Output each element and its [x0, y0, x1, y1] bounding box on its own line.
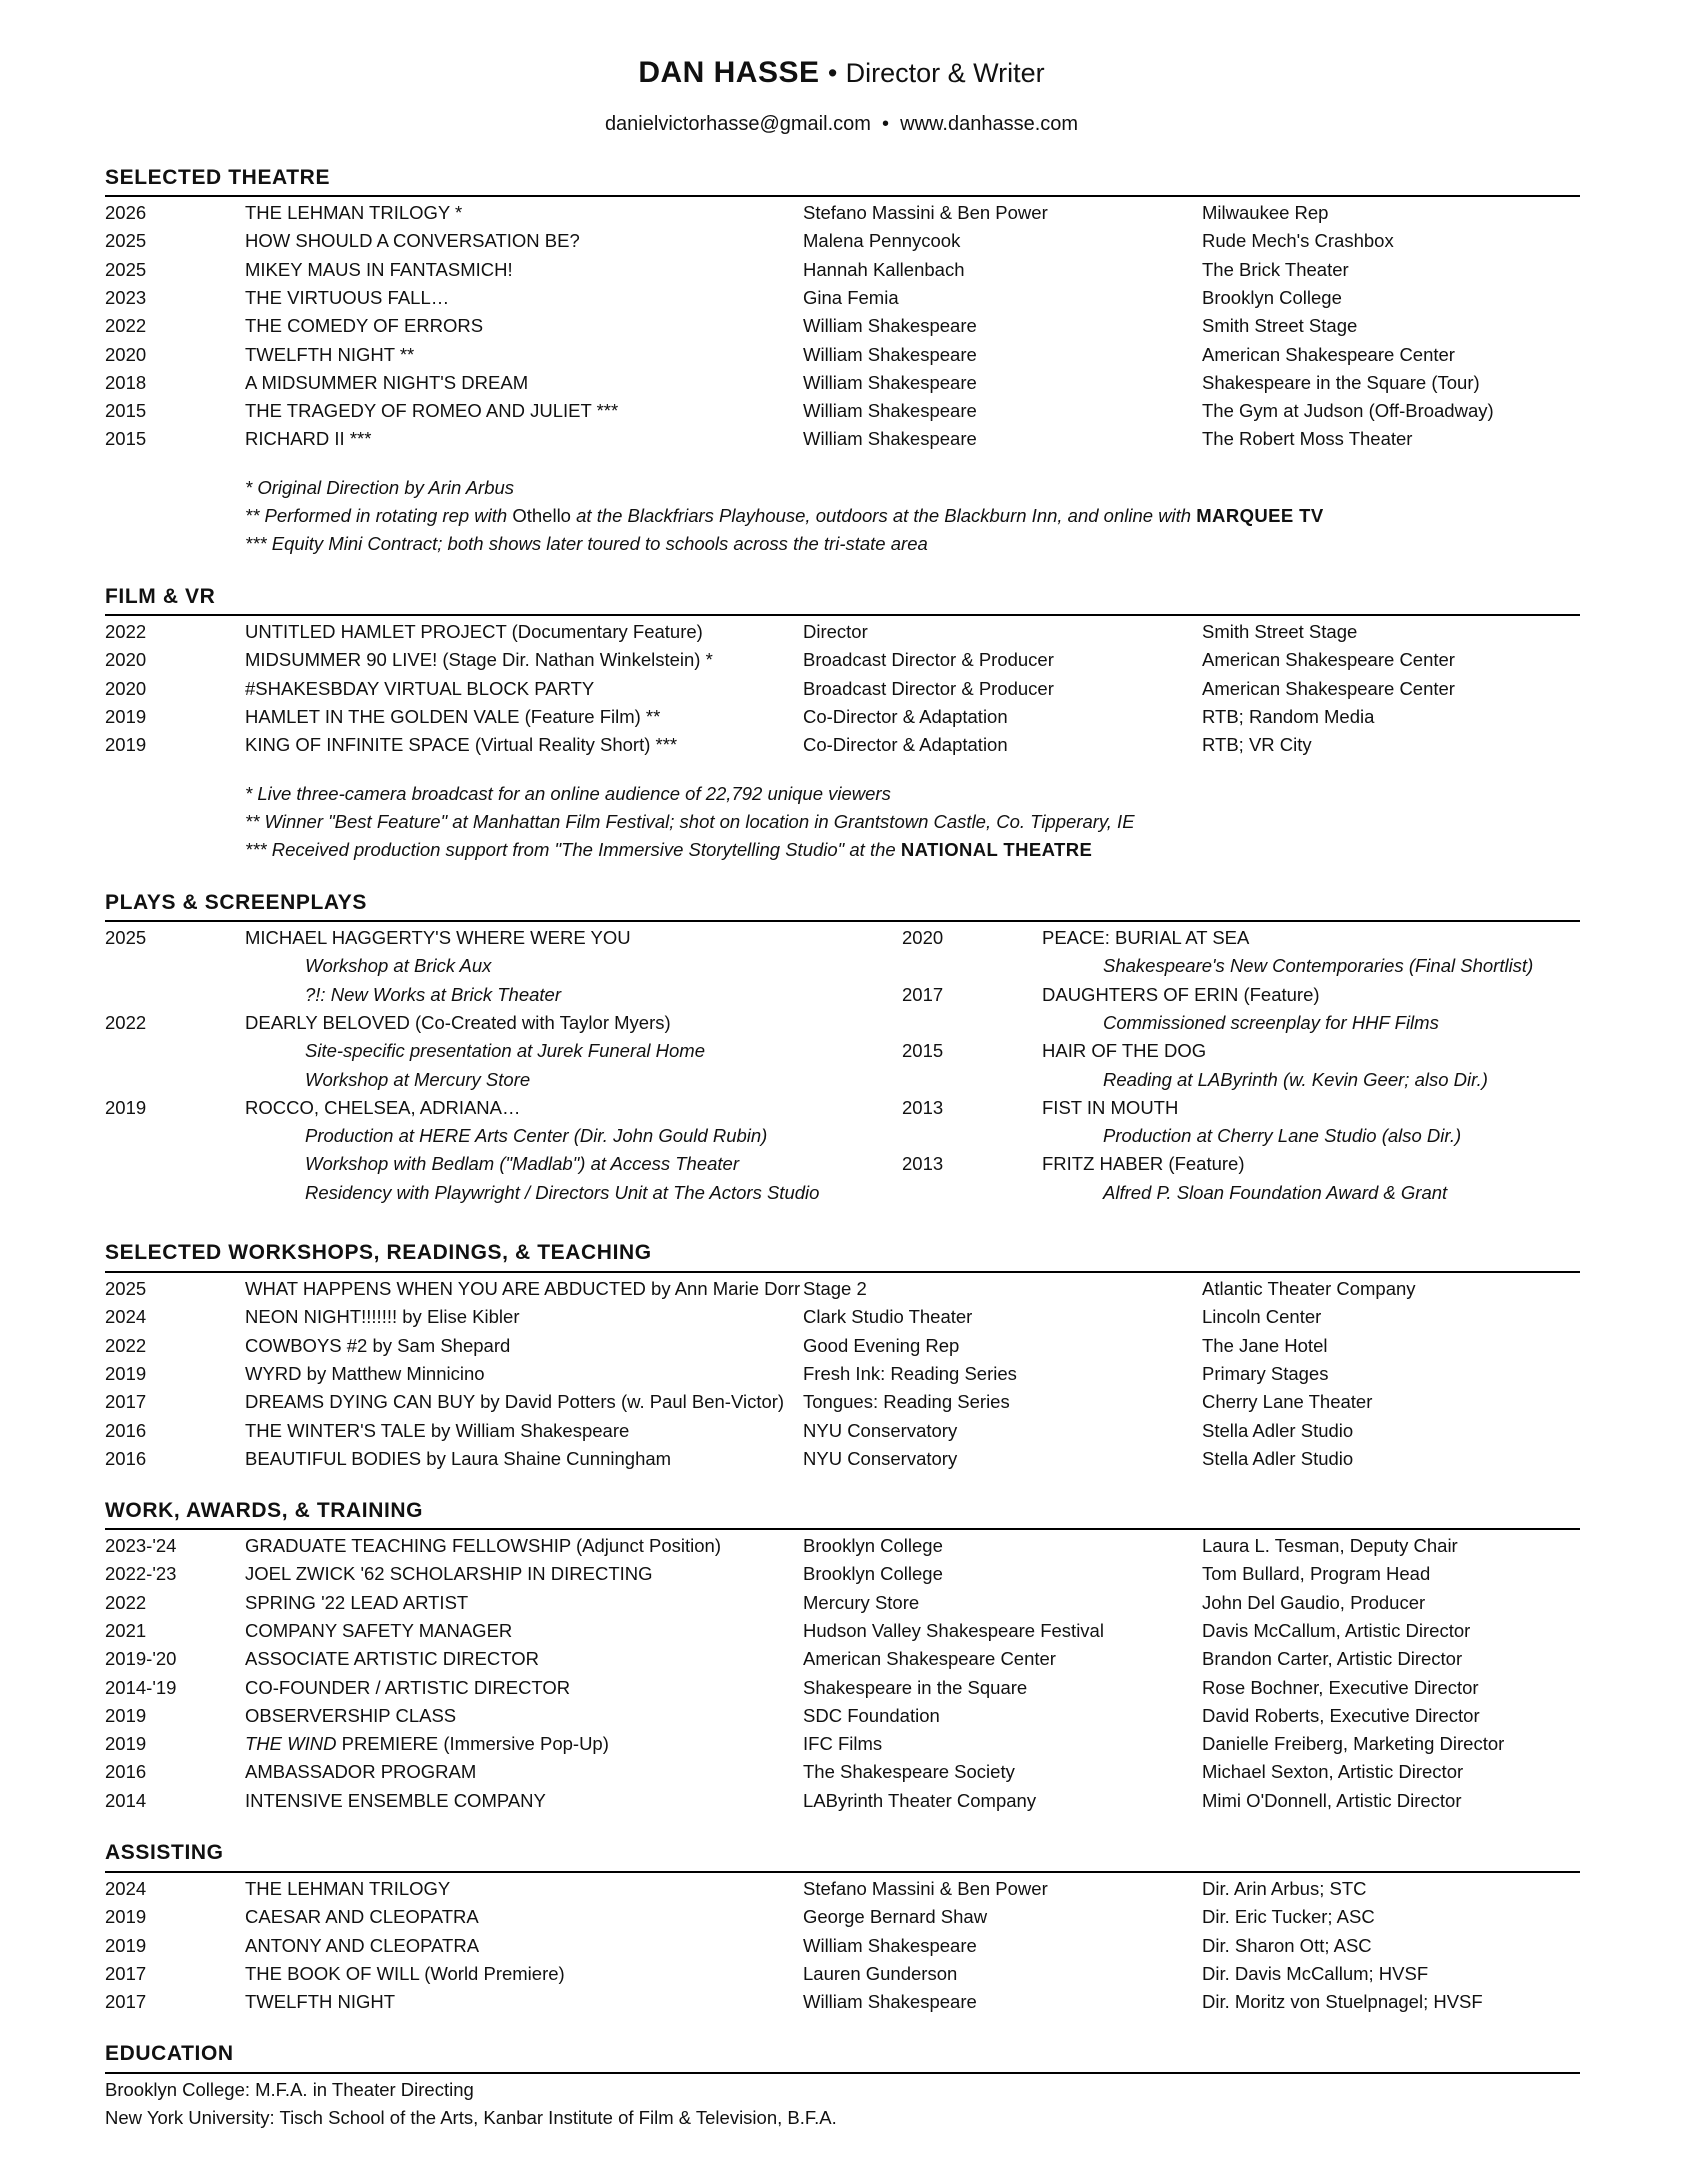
- entry-year: 2025: [105, 258, 147, 280]
- entry-title: [245, 1560, 653, 1588]
- note-text: * Live three-camera broadcast for an online audience of 22,792 unique viewers: [245, 783, 891, 804]
- note-text: *** Equity Mini Contract; both shows later toured to schools across the tri-state area: [245, 533, 928, 554]
- play-detail-text: Workshop with Bedlam ("Madlab") at Access Theater: [305, 1153, 740, 1175]
- workshop-row: [0, 1388, 1683, 1416]
- entry-year: 2017: [105, 1391, 147, 1413]
- entry-year: 2020: [105, 649, 147, 671]
- education-text: Brooklyn College: M.F.A. in Theater Directing: [105, 2079, 474, 2100]
- work-row: [0, 1560, 1683, 1588]
- assisting-row: [0, 1932, 1683, 1960]
- play-year: 2013: [902, 1096, 944, 1118]
- workshop-title: BEAUTIFUL BODIES: [245, 1447, 422, 1469]
- entry-title: HOW SHOULD A CONVERSATION BE?: [245, 230, 580, 252]
- note-emphasis: NATIONAL THEATRE: [900, 839, 1093, 860]
- entry-venue: Smith Street Stage: [1202, 315, 1358, 337]
- entry-title: [245, 1332, 510, 1360]
- work-row: [0, 1589, 1683, 1617]
- entry-org: Stella Adler Studio: [1202, 1447, 1354, 1469]
- entry-author: William Shakespeare: [803, 400, 977, 422]
- entry-title: [245, 1275, 800, 1303]
- entry-org: Mercury Store: [803, 1591, 920, 1613]
- work-title: CO-FOUNDER / ARTISTIC DIRECTOR: [245, 1676, 571, 1698]
- entry-contact: Danielle Freiberg, Marketing Director: [1202, 1733, 1505, 1755]
- note-text: * Original Direction by Arin Arbus: [245, 477, 515, 498]
- theatre-row: [0, 369, 1683, 397]
- entry-org: IFC Films: [803, 1733, 883, 1755]
- workshop-row: [0, 1275, 1683, 1303]
- entry-author: Lauren Gunderson: [803, 1962, 958, 1984]
- entry-author: William Shakespeare: [803, 371, 977, 393]
- entry-org: The Shakespeare Society: [803, 1761, 1015, 1783]
- theatre-row: [0, 312, 1683, 340]
- entry-role: Co-Director & Adaptation: [803, 734, 1008, 756]
- entry-year: 2024: [105, 1878, 147, 1899]
- entry-title: [245, 1645, 539, 1673]
- section-title-film-vr: FILM & VR: [105, 585, 216, 608]
- entry-year: 2022-'23: [105, 1563, 177, 1585]
- entry-org: Stella Adler Studio: [1202, 1419, 1354, 1441]
- assisting-row: [0, 1903, 1683, 1931]
- play-detail-text: Workshop at Mercury Store: [305, 1068, 531, 1090]
- section-title-education: EDUCATION: [105, 2042, 234, 2065]
- note-text: [245, 836, 1092, 864]
- entry-title: #SHAKESBDAY VIRTUAL BLOCK PARTY: [245, 677, 595, 699]
- work-title: PREMIERE (Immersive Pop-Up): [336, 1733, 609, 1755]
- entry-org: SDC Foundation: [803, 1704, 940, 1726]
- entry-year: 2014: [105, 1789, 147, 1811]
- section-title-work: WORK, AWARDS, & TRAINING: [105, 1499, 424, 1522]
- theatre-note: [0, 502, 1683, 530]
- work-title: COMPANY SAFETY MANAGER: [245, 1619, 513, 1641]
- entry-org: Shakespeare in the Square: [803, 1676, 1028, 1698]
- entry-title: [245, 1445, 671, 1473]
- work-title: AMBASSADOR PROGRAM: [245, 1761, 477, 1783]
- entry-title: THE LEHMAN TRILOGY *: [245, 202, 463, 223]
- play-detail-text: Production at HERE Arts Center (Dir. John Gould Rubin): [305, 1125, 768, 1147]
- entry-venue: American Shakespeare Center: [1202, 649, 1455, 671]
- applicant-role: Director & Writer: [845, 58, 1045, 88]
- entry-contact: Laura L. Tesman, Deputy Chair: [1202, 1535, 1458, 1556]
- entry-director: Dir. Davis McCallum; HVSF: [1202, 1962, 1429, 1984]
- work-title-italic: THE WIND: [245, 1733, 337, 1755]
- entry-venue: The Brick Theater: [1202, 258, 1349, 280]
- work-title: GRADUATE TEACHING FELLOWSHIP (Adjunct Position): [245, 1535, 721, 1556]
- work-row: [0, 1787, 1683, 1815]
- play-title: FRITZ HABER (Feature): [1042, 1153, 1245, 1175]
- entry-venue: American Shakespeare Center: [1202, 343, 1455, 365]
- entry-title: [245, 1417, 629, 1445]
- entry-title: UNTITLED HAMLET PROJECT (Documentary Feature): [245, 621, 703, 642]
- play-title: HAIR OF THE DOG: [1042, 1040, 1207, 1062]
- education-entry: [0, 2076, 1683, 2104]
- section-divider: [105, 1528, 1580, 1530]
- entry-venue: NYU Conservatory: [803, 1447, 958, 1469]
- entry-year: 2016: [105, 1447, 147, 1469]
- entry-title: CAESAR AND CLEOPATRA: [245, 1906, 479, 1928]
- entry-venue: Clark Studio Theater: [803, 1306, 973, 1328]
- entry-venue: Brooklyn College: [1202, 286, 1342, 308]
- entry-year: 2019: [105, 1906, 147, 1928]
- entry-title: [245, 1617, 512, 1645]
- work-title: SPRING '22 LEAD ARTIST: [245, 1591, 469, 1613]
- workshop-title: COWBOYS #2: [245, 1334, 368, 1356]
- entry-contact: Davis McCallum, Artistic Director: [1202, 1619, 1471, 1641]
- play-year: 2013: [902, 1153, 944, 1175]
- entry-title: MIDSUMMER 90 LIVE! (Stage Dir. Nathan Winkelstein) *: [245, 649, 713, 671]
- play-entry: [0, 924, 1683, 952]
- play-title: MICHAEL HAGGERTY'S WHERE WERE YOU: [245, 927, 631, 948]
- entry-year: 2022: [105, 315, 147, 337]
- note-emphasis: MARQUEE TV: [1196, 505, 1324, 526]
- play-title: ROCCO, CHELSEA, ADRIANA…: [245, 1096, 521, 1118]
- play-year: 2015: [902, 1040, 944, 1062]
- section-title-selected-theatre: SELECTED THEATRE: [105, 166, 331, 189]
- work-title: ASSOCIATE ARTISTIC DIRECTOR: [245, 1648, 539, 1670]
- play-detail: [0, 1066, 1683, 1094]
- workshop-row: [0, 1332, 1683, 1360]
- entry-org: Hudson Valley Shakespeare Festival: [803, 1619, 1104, 1641]
- play-detail-text: Workshop at Brick Aux: [305, 955, 492, 977]
- entry-year: 2016: [105, 1761, 147, 1783]
- entry-director: Dir. Arin Arbus; STC: [1202, 1878, 1367, 1899]
- entry-venue: Good Evening Rep: [803, 1334, 960, 1356]
- section-divider: [105, 2072, 1580, 2074]
- theatre-row: [0, 199, 1683, 227]
- workshop-author: by Elise Kibler: [402, 1306, 520, 1328]
- work-row: [0, 1617, 1683, 1645]
- play-year: 2020: [902, 927, 944, 948]
- work-title: OBSERVERSHIP CLASS: [245, 1704, 457, 1726]
- entry-title: THE COMEDY OF ERRORS: [245, 315, 484, 337]
- entry-role: Director: [803, 621, 868, 642]
- contact-separator: •: [882, 113, 890, 135]
- entry-role: Broadcast Director & Producer: [803, 677, 1054, 699]
- entry-venue: RTB; VR City: [1202, 734, 1312, 756]
- entry-venue: RTB; Random Media: [1202, 705, 1375, 727]
- entry-year: 2014-'19: [105, 1676, 177, 1698]
- workshop-title: DREAMS DYING CAN BUY: [245, 1391, 475, 1413]
- theatre-row: [0, 227, 1683, 255]
- entry-title: A MIDSUMMER NIGHT'S DREAM: [245, 371, 529, 393]
- entry-year: 2021: [105, 1619, 147, 1641]
- note-text: ** Winner "Best Feature" at Manhattan Film Festival; shot on location in Grantstown Castle, Co. Tipperary, IE: [245, 811, 1135, 832]
- play-year: 2017: [902, 983, 944, 1005]
- entry-contact: Rose Bochner, Executive Director: [1202, 1676, 1479, 1698]
- film-note: [0, 780, 1683, 808]
- entry-year: 2015: [105, 428, 147, 450]
- entry-venue: Smith Street Stage: [1202, 621, 1358, 642]
- theatre-row: [0, 397, 1683, 425]
- section-title-assisting: ASSISTING: [105, 1841, 224, 1864]
- work-title: INTENSIVE ENSEMBLE COMPANY: [245, 1789, 546, 1811]
- applicant-name: DAN HASSE: [638, 56, 820, 89]
- theatre-note: [0, 530, 1683, 558]
- entry-year: 2023: [105, 286, 147, 308]
- entry-venue: Milwaukee Rep: [1202, 202, 1329, 223]
- entry-year: 2019: [105, 1704, 147, 1726]
- entry-year: 2019: [105, 1362, 147, 1384]
- note-part: ** Performed in rotating rep with: [245, 505, 513, 526]
- entry-author: William Shakespeare: [803, 1991, 977, 2013]
- workshop-row: [0, 1303, 1683, 1331]
- assisting-row: [0, 1960, 1683, 1988]
- entry-year: 2019: [105, 705, 147, 727]
- entry-org: Brooklyn College: [803, 1563, 943, 1585]
- play-year: 2019: [105, 1096, 147, 1118]
- entry-director: Dir. Eric Tucker; ASC: [1202, 1906, 1375, 1928]
- email-link[interactable]: danielvictorhasse@gmail.com: [604, 113, 871, 135]
- section-title-workshops: SELECTED WORKSHOPS, READINGS, & TEACHING: [105, 1241, 652, 1264]
- entry-title: [245, 1674, 570, 1702]
- education-text: New York University: Tisch School of the Arts, Kanbar Institute of Film & Television, B.F.A.: [105, 2107, 837, 2128]
- entry-year: 2024: [105, 1306, 147, 1328]
- play-detail-text: Commissioned screenplay for HHF Films: [1103, 1011, 1439, 1033]
- entry-year: 2016: [105, 1419, 147, 1441]
- play-year: 2025: [105, 927, 147, 948]
- section-divider: [105, 1271, 1580, 1273]
- entry-title: RICHARD II ***: [245, 428, 372, 450]
- entry-org: Primary Stages: [1202, 1362, 1329, 1384]
- section-divider: [105, 920, 1580, 922]
- entry-year: 2019-'20: [105, 1648, 177, 1670]
- entry-title: THE VIRTUOUS FALL…: [245, 286, 450, 308]
- entry-author: William Shakespeare: [803, 343, 977, 365]
- entry-title: THE LEHMAN TRILOGY: [245, 1878, 451, 1899]
- entry-org: Brooklyn College: [803, 1535, 943, 1556]
- education-entry: [0, 2104, 1683, 2132]
- entry-author: William Shakespeare: [803, 315, 977, 337]
- entry-title: [245, 1730, 609, 1758]
- entry-author: Malena Pennycook: [803, 230, 961, 252]
- note-text: [245, 502, 1324, 530]
- entry-year: 2022: [105, 1591, 147, 1613]
- work-row: [0, 1702, 1683, 1730]
- entry-year: 2023-'24: [105, 1535, 177, 1556]
- work-row: [0, 1758, 1683, 1786]
- entry-venue: NYU Conservatory: [803, 1419, 958, 1441]
- entry-role: Co-Director & Adaptation: [803, 705, 1008, 727]
- play-entry: [0, 1094, 1683, 1122]
- entry-contact: Brandon Carter, Artistic Director: [1202, 1648, 1463, 1670]
- entry-year: 2020: [105, 343, 147, 365]
- section-divider: [105, 614, 1580, 616]
- entry-title: [245, 1303, 519, 1331]
- play-detail: [0, 1009, 1683, 1037]
- workshop-author: by Ann Marie Dorr: [651, 1278, 801, 1299]
- play-detail-text: Site-specific presentation at Jurek Funeral Home: [305, 1040, 705, 1062]
- play-title: PEACE: BURIAL AT SEA: [1042, 927, 1250, 948]
- film-row: [0, 675, 1683, 703]
- work-row: [0, 1730, 1683, 1758]
- entry-venue: The Robert Moss Theater: [1202, 428, 1413, 450]
- entry-year: 2019: [105, 734, 147, 756]
- work-row: [0, 1645, 1683, 1673]
- play-title: DEARLY BELOVED (Co-Created with Taylor Myers): [245, 1011, 671, 1033]
- note-part: at the Blackfriars Playhouse, outdoors at the Blackburn Inn, and online with: [570, 505, 1197, 526]
- entry-title: THE TRAGEDY OF ROMEO AND JULIET ***: [245, 400, 619, 422]
- entry-director: Dir. Moritz von Stuelpnagel; HVSF: [1202, 1991, 1483, 2013]
- play-year: 2022: [105, 1011, 147, 1033]
- entry-title: ANTONY AND CLEOPATRA: [245, 1934, 480, 1956]
- work-title: JOEL ZWICK '62 SCHOLARSHIP IN DIRECTING: [245, 1563, 653, 1585]
- entry-title: [245, 1388, 784, 1416]
- film-note: [0, 836, 1683, 864]
- theatre-row: [0, 341, 1683, 369]
- entry-title: HAMLET IN THE GOLDEN VALE (Feature Film) **: [245, 705, 661, 727]
- play-detail-text: Shakespeare's New Contemporaries (Final Shortlist): [1103, 955, 1534, 977]
- entry-venue: Shakespeare in the Square (Tour): [1202, 371, 1480, 393]
- workshop-row: [0, 1417, 1683, 1445]
- workshop-author: by Matthew Minnicino: [306, 1362, 485, 1384]
- entry-venue: American Shakespeare Center: [1202, 677, 1455, 699]
- play-title: FIST IN MOUTH: [1042, 1096, 1179, 1118]
- entry-title: TWELFTH NIGHT **: [245, 343, 415, 365]
- entry-title: [245, 1589, 468, 1617]
- play-detail: [0, 952, 1683, 980]
- entry-year: 2017: [105, 1962, 147, 1984]
- work-row: [0, 1674, 1683, 1702]
- film-row: [0, 731, 1683, 759]
- entry-title: THE BOOK OF WILL (World Premiere): [245, 1962, 565, 1984]
- play-detail-text: Alfred P. Sloan Foundation Award & Grant: [1103, 1181, 1448, 1203]
- play-detail: [0, 1122, 1683, 1150]
- entry-title: [245, 1360, 485, 1388]
- play-detail-text: Residency with Playwright / Directors Unit at The Actors Studio: [305, 1181, 820, 1203]
- theatre-row: [0, 256, 1683, 284]
- entry-venue: The Gym at Judson (Off-Broadway): [1202, 400, 1494, 422]
- workshop-author: by William Shakespeare: [430, 1419, 630, 1441]
- play-detail-text: Production at Cherry Lane Studio (also Dir.): [1103, 1125, 1462, 1147]
- entry-contact: Mimi O'Donnell, Artistic Director: [1202, 1789, 1462, 1811]
- workshop-author: by Laura Shaine Cunningham: [426, 1447, 672, 1469]
- entry-year: 2017: [105, 1991, 147, 2013]
- entry-title: [245, 1532, 721, 1560]
- entry-org: Atlantic Theater Company: [1202, 1278, 1416, 1299]
- entry-contact: John Del Gaudio, Producer: [1202, 1591, 1426, 1613]
- entry-role: Broadcast Director & Producer: [803, 649, 1054, 671]
- entry-author: Gina Femia: [803, 286, 899, 308]
- play-title: DAUGHTERS OF ERIN (Feature): [1042, 983, 1320, 1005]
- entry-venue: Rude Mech's Crashbox: [1202, 230, 1394, 252]
- entry-org: LAByrinth Theater Company: [803, 1789, 1037, 1811]
- play-entry: [0, 1037, 1683, 1065]
- workshop-row: [0, 1360, 1683, 1388]
- film-row: [0, 646, 1683, 674]
- resume-header: [0, 55, 1683, 137]
- film-note: [0, 808, 1683, 836]
- section-divider: [105, 1871, 1580, 1873]
- play-entry: [0, 981, 1683, 1009]
- workshop-title: WHAT HAPPENS WHEN YOU ARE ABDUCTED: [245, 1278, 646, 1299]
- entry-year: 2025: [105, 1278, 147, 1299]
- section-title-plays: PLAYS & SCREENPLAYS: [105, 891, 367, 914]
- entry-author: Stefano Massini & Ben Power: [803, 1878, 1048, 1899]
- assisting-row: [0, 1875, 1683, 1903]
- entry-year: 2022: [105, 1334, 147, 1356]
- entry-author: George Bernard Shaw: [803, 1906, 988, 1928]
- entry-title: [245, 1702, 456, 1730]
- film-row: [0, 703, 1683, 731]
- note-part: Othello: [512, 505, 571, 526]
- workshop-title: WYRD: [245, 1362, 302, 1384]
- workshop-title: NEON NIGHT!!!!!!!: [245, 1306, 398, 1328]
- entry-title: MIKEY MAUS IN FANTASMICH!: [245, 258, 513, 280]
- entry-year: 2019: [105, 1733, 147, 1755]
- play-detail-text: ?!: New Works at Brick Theater: [305, 983, 561, 1005]
- note-part: *** Received production support from "The Immersive Storytelling Studio" at the: [245, 839, 901, 860]
- entry-year: 2026: [105, 202, 147, 223]
- entry-venue: Stage 2: [803, 1278, 867, 1299]
- entry-author: Stefano Massini & Ben Power: [803, 202, 1048, 223]
- entry-author: William Shakespeare: [803, 428, 977, 450]
- entry-title: [245, 1758, 476, 1786]
- name-separator: •: [827, 58, 838, 88]
- entry-year: 2025: [105, 230, 147, 252]
- entry-contact: Tom Bullard, Program Head: [1202, 1563, 1431, 1585]
- play-entry: [0, 1150, 1683, 1178]
- entry-org: Cherry Lane Theater: [1202, 1391, 1373, 1413]
- section-divider: [105, 195, 1580, 197]
- entry-venue: Tongues: Reading Series: [803, 1391, 1010, 1413]
- entry-year: 2022: [105, 621, 147, 642]
- theatre-row: [0, 425, 1683, 453]
- website-link[interactable]: www.danhasse.com: [900, 113, 1079, 135]
- work-row: [0, 1532, 1683, 1560]
- play-detail-text: Reading at LAByrinth (w. Kevin Geer; also Dir.): [1103, 1068, 1488, 1090]
- entry-author: Hannah Kallenbach: [803, 258, 965, 280]
- entry-year: 2015: [105, 400, 147, 422]
- workshop-author: by Sam Shepard: [372, 1334, 511, 1356]
- workshop-title: THE WINTER'S TALE: [245, 1419, 426, 1441]
- entry-venue: Fresh Ink: Reading Series: [803, 1362, 1017, 1384]
- theatre-note: [0, 474, 1683, 502]
- entry-year: 2020: [105, 677, 147, 699]
- workshop-author: by David Potters (w. Paul Ben-Victor): [480, 1391, 785, 1413]
- play-detail: [0, 1179, 1683, 1207]
- entry-author: William Shakespeare: [803, 1934, 977, 1956]
- entry-year: 2018: [105, 371, 147, 393]
- film-row: [0, 618, 1683, 646]
- entry-org: Lincoln Center: [1202, 1306, 1322, 1328]
- workshop-row: [0, 1445, 1683, 1473]
- entry-year: 2019: [105, 1934, 147, 1956]
- theatre-row: [0, 284, 1683, 312]
- entry-contact: David Roberts, Executive Director: [1202, 1704, 1480, 1726]
- entry-contact: Michael Sexton, Artistic Director: [1202, 1761, 1464, 1783]
- entry-org: American Shakespeare Center: [803, 1648, 1056, 1670]
- entry-title: [245, 1787, 546, 1815]
- entry-org: The Jane Hotel: [1202, 1334, 1328, 1356]
- entry-director: Dir. Sharon Ott; ASC: [1202, 1934, 1372, 1956]
- entry-title: KING OF INFINITE SPACE (Virtual Reality Short) ***: [245, 734, 678, 756]
- assisting-row: [0, 1988, 1683, 2016]
- entry-title: TWELFTH NIGHT: [245, 1991, 396, 2013]
